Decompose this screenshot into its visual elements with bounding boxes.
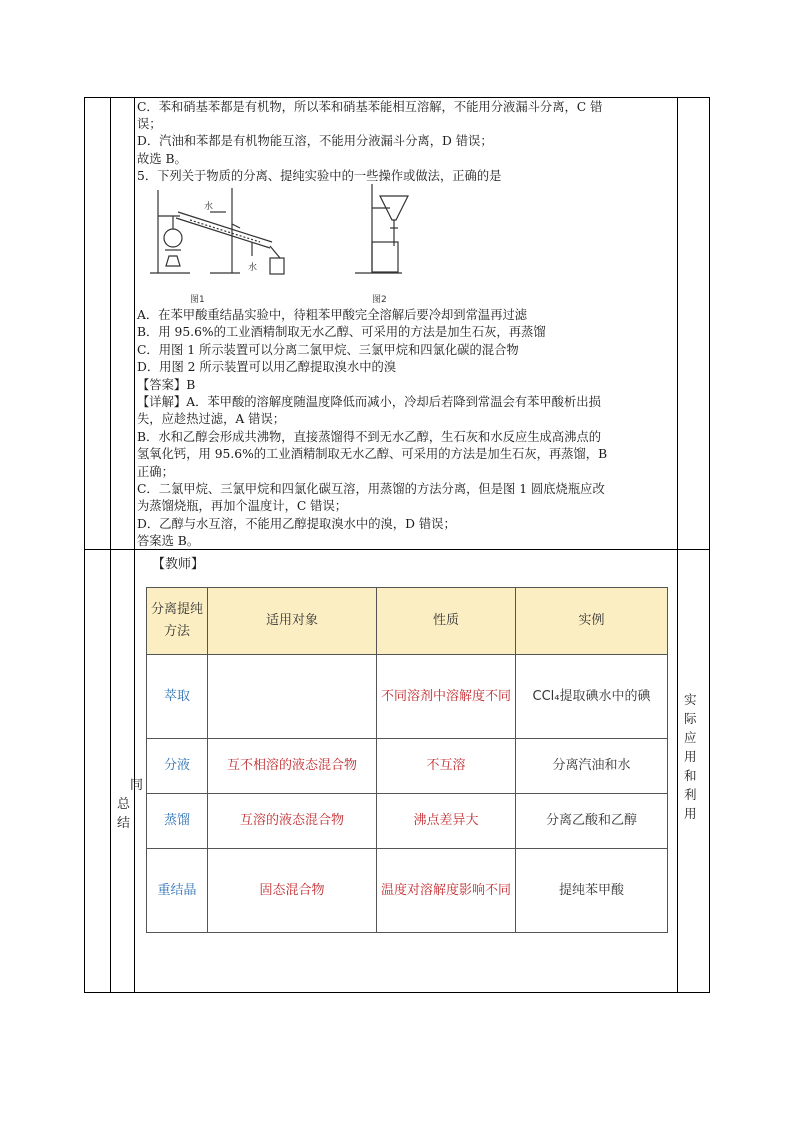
figure-1-caption: 图1: [190, 295, 205, 305]
distillation-apparatus-diagram: [140, 176, 430, 306]
left-column-divider: [110, 97, 111, 993]
table-header-row: [147, 588, 668, 655]
target-cell: [208, 655, 377, 739]
text-line: B．水和乙醇会形成共沸物，直接蒸馏得不到无水乙醇，生石灰和水反应生成高沸点的: [137, 429, 602, 444]
right-column-divider: [677, 97, 678, 993]
text-line: C．苯和硝基苯都是有机物，所以苯和硝基苯能相互溶解，不能用分液漏斗分离，C 错: [137, 100, 603, 114]
text-line: 失，应趁热过滤，A 错误；: [137, 412, 286, 427]
method-cell: 重结晶: [147, 849, 208, 933]
text-line: 氢氧化钙，用 95.6%的工业酒精制取无水乙醇、可采用的方法是加生石灰，再蒸馏，B: [137, 447, 608, 462]
question-text: [137, 99, 677, 185]
text-line: C．二氯甲烷、三氯甲烷和四氯化碳互溶，用蒸馏的方法分离，但是图 1 圆底烧瓶应改: [137, 482, 605, 497]
method-cell: 萃取: [147, 655, 208, 739]
text-line: 为蒸馏烧瓶，再加个温度计，C 错误；: [137, 499, 348, 514]
header-method: 分离提纯方法: [147, 588, 208, 655]
property-cell: 温度对溶解度影响不同: [377, 849, 516, 933]
header-property: 性质: [377, 588, 516, 655]
text-line: D．汽油和苯都是有机物能互溶，不能用分液漏斗分离，D 错误；: [137, 134, 493, 149]
text-line: B．用 95.6%的工业酒精制取无水乙醇、可采用的方法是加生石灰，再蒸馏: [137, 325, 546, 340]
property-cell: 不互溶: [377, 739, 516, 794]
example-cell: 分离汽油和水: [516, 739, 668, 794]
label-column-divider-bottom: [134, 549, 135, 993]
target-cell: 互溶的液态混合物: [208, 794, 377, 849]
header-example: 实例: [516, 588, 668, 655]
summary-label-1: 同: [130, 778, 144, 793]
water-in-label: 水: [204, 202, 214, 212]
text-line: C．用图 1 所示装置可以分离二氯甲烷、三氯甲烷和四氯化碳的混合物: [137, 342, 519, 357]
text-line: 【详解】A．苯甲酸的溶解度随温度降低而减小，冷却后若降到常温会有苯甲酸析出损: [137, 395, 601, 410]
label-column-divider-top: [134, 97, 135, 549]
text-line: 【答案】B: [137, 377, 196, 392]
apparatus-figures: [140, 176, 430, 306]
text-line: 正确；: [137, 464, 174, 479]
application-label: 实际应用和利用: [684, 692, 697, 821]
method-cell: 分液: [147, 739, 208, 794]
property-cell: 沸点差异大: [377, 794, 516, 849]
example-cell: 分离乙酸和乙醇: [516, 794, 668, 849]
text-line: 误；: [137, 117, 162, 132]
options-and-answer: [137, 307, 677, 551]
text-line: 5．下列关于物质的分离、提纯实验中的一些操作或做法，正确的是: [137, 168, 502, 183]
text-line: 故选 B。: [137, 151, 187, 166]
table-row: [147, 849, 668, 933]
header-target: 适用对象: [208, 588, 377, 655]
example-cell: 提纯苯甲酸: [516, 849, 668, 933]
table-row: [147, 794, 668, 849]
example-cell: CCl₄提取碘水中的碘: [516, 655, 668, 739]
property-cell: 不同溶剂中溶解度不同: [377, 655, 516, 739]
text-line: D．乙醇与水互溶，不能用乙醇提取溴水中的溴，D 错误；: [137, 516, 456, 531]
text-line: 答案选 B。: [137, 534, 200, 549]
method-cell: 蒸馏: [147, 794, 208, 849]
summary-label-2: 总: [117, 797, 131, 812]
text-line: A．在苯甲酸重结晶实验中，待粗苯甲酸完全溶解后要冷却到常温再过滤: [137, 308, 528, 322]
figure-2-caption: 图2: [372, 295, 387, 305]
target-cell: 互不相溶的液态混合物: [208, 739, 377, 794]
target-cell: 固态混合物: [208, 849, 377, 933]
table-row: [147, 655, 668, 739]
text-line: D．用图 2 所示装置可以用乙醇提取溴水中的溴: [137, 360, 397, 375]
separation-methods-table: [146, 587, 668, 933]
teacher-label: 【教师】: [152, 557, 205, 572]
table-row: [147, 739, 668, 794]
water-out-label: 水: [248, 263, 258, 273]
summary-label-3: 结: [117, 816, 131, 831]
